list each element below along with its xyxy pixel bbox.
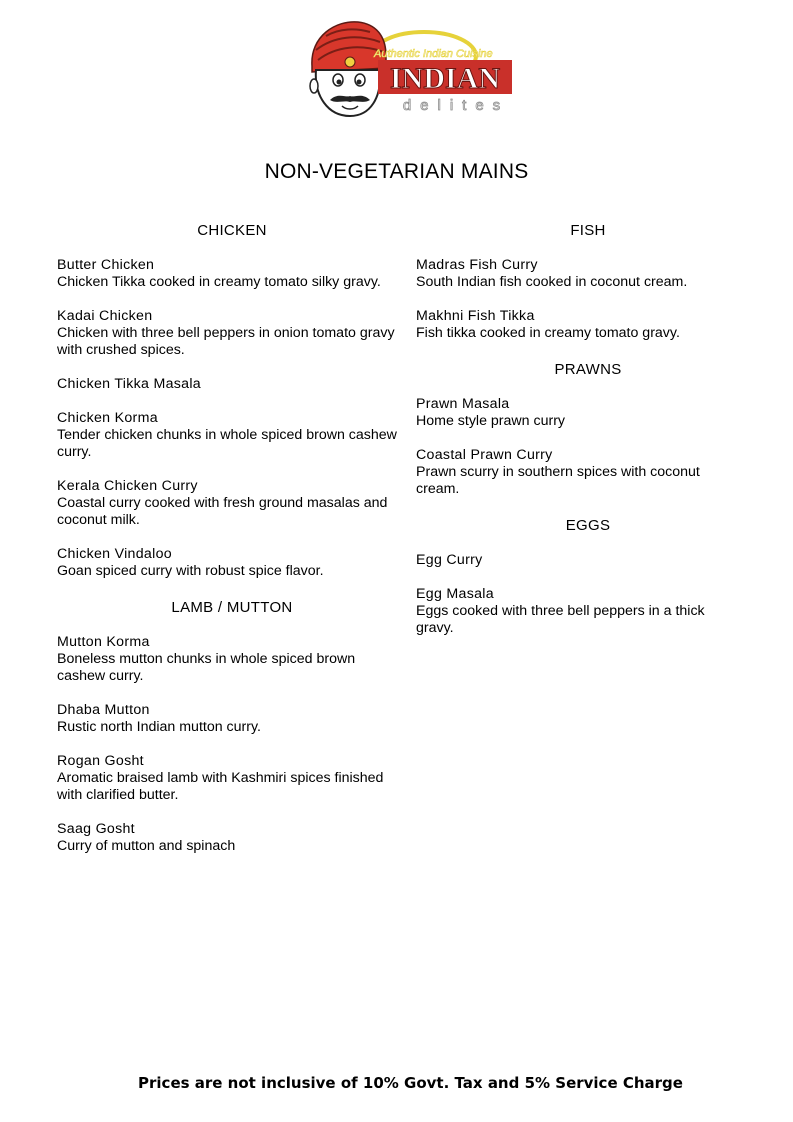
logo-tagline: Authentic Indian Cuisine	[374, 48, 493, 60]
dish-name: Kadai Chicken	[57, 308, 153, 324]
menu-section	[416, 359, 746, 498]
dish-name: Egg Curry	[416, 552, 483, 568]
menu-item	[57, 376, 407, 393]
dish-description: Chicken with three bell peppers in onion tomato gravy with crushed spices.	[57, 325, 395, 358]
dish-name: Madras Fish Curry	[416, 257, 538, 273]
menu-item	[57, 257, 407, 291]
left-column	[57, 220, 407, 872]
logo-subbrand: delites	[402, 97, 510, 114]
dish-name: Kerala Chicken Curry	[57, 478, 198, 494]
price-disclaimer: Prices are not inclusive of 10% Govt. Tax and 5% Service Charge	[138, 1074, 683, 1092]
dish-description: Tender chicken chunks in whole spiced brown cashew curry.	[57, 427, 397, 460]
menu-item	[57, 308, 407, 359]
menu-item	[57, 634, 407, 685]
dish-description: Prawn scurry in southern spices with coconut cream.	[416, 464, 700, 497]
section-heading: EGGS	[565, 517, 611, 534]
dish-name: Chicken Tikka Masala	[57, 376, 201, 392]
dish-description: Curry of mutton and spinach	[57, 838, 236, 854]
section-heading: CHICKEN	[197, 222, 267, 239]
menu-item	[416, 396, 746, 430]
menu-item	[57, 821, 407, 855]
section-heading: PRAWNS	[554, 361, 622, 378]
section-heading: LAMB / MUTTON	[171, 599, 293, 616]
menu-item	[57, 410, 407, 461]
indian-delites-logo	[306, 16, 518, 122]
dish-name: Chicken Korma	[57, 410, 158, 426]
dish-description: Aromatic braised lamb with Kashmiri spices finished with clarified butter.	[57, 770, 384, 803]
page-title: NON-VEGETARIAN MAINS	[264, 160, 529, 183]
dish-name: Chicken Vindaloo	[57, 546, 172, 562]
dish-description: Coastal curry cooked with fresh ground masalas and coconut milk.	[57, 495, 388, 528]
menu-item	[57, 753, 407, 804]
dish-name: Prawn Masala	[416, 396, 510, 412]
dish-name: Saag Gosht	[57, 821, 135, 837]
menu-item	[416, 447, 746, 498]
dish-name: Egg Masala	[416, 586, 494, 602]
dish-description: South Indian fish cooked in coconut cream.	[416, 274, 688, 290]
menu-item	[416, 552, 746, 569]
menu-section	[57, 597, 407, 855]
dish-name: Mutton Korma	[57, 634, 150, 650]
dish-name: Rogan Gosht	[57, 753, 144, 769]
dish-name: Makhni Fish Tikka	[416, 308, 535, 324]
section-heading: FISH	[570, 222, 606, 239]
dish-description: Eggs cooked with three bell peppers in a thick gravy.	[416, 603, 705, 636]
dish-name: Dhaba Mutton	[57, 702, 150, 718]
menu-item	[57, 546, 407, 580]
dish-description: Fish tikka cooked in creamy tomato gravy.	[416, 325, 680, 341]
right-column	[416, 220, 746, 654]
dish-name: Butter Chicken	[57, 257, 155, 273]
menu-item	[57, 478, 407, 529]
dish-description: Goan spiced curry with robust spice flavor.	[57, 563, 324, 579]
menu-item	[416, 308, 746, 342]
logo-brand: INDIAN	[389, 62, 501, 95]
menu-section	[416, 515, 746, 637]
dish-name: Coastal Prawn Curry	[416, 447, 553, 463]
menu-section	[57, 220, 407, 580]
menu-section	[416, 220, 746, 342]
dish-description: Rustic north Indian mutton curry.	[57, 719, 261, 735]
dish-description: Home style prawn curry	[416, 413, 566, 429]
menu-item	[416, 257, 746, 291]
dish-description: Boneless mutton chunks in whole spiced brown cashew curry.	[57, 651, 356, 684]
dish-description: Chicken Tikka cooked in creamy tomato silky gravy.	[57, 274, 381, 290]
menu-item	[57, 702, 407, 736]
menu-item	[416, 586, 746, 637]
